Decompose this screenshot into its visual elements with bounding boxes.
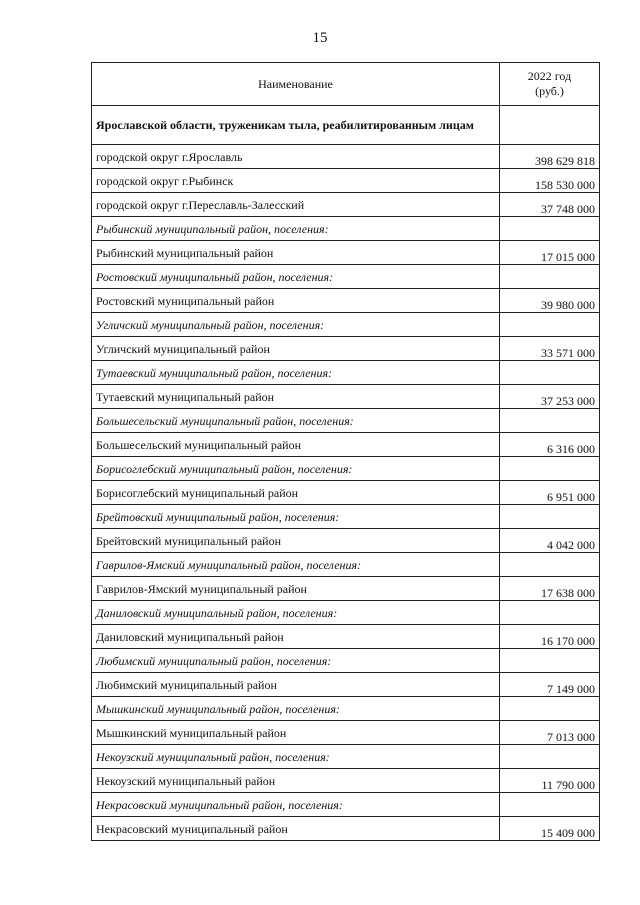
table-body [92, 106, 600, 841]
row-name: Даниловский муниципальный район, поселения: [92, 601, 500, 625]
row-name: Большесельский муниципальный район, поселения: [92, 409, 500, 433]
row-value [500, 313, 600, 337]
subheader-row [92, 649, 600, 673]
row-name: Ростовский муниципальный район [92, 289, 500, 313]
row-name: Мышкинский муниципальный район, поселения: [92, 697, 500, 721]
row-name: Рыбинский муниципальный район, поселения: [92, 217, 500, 241]
row-name: Любимский муниципальный район [92, 673, 500, 697]
row-value: 7 149 000 [500, 673, 600, 697]
subheader-row [92, 265, 600, 289]
row-value: 11 790 000 [500, 769, 600, 793]
row-value [500, 409, 600, 433]
subheader-row [92, 745, 600, 769]
subheader-row [92, 601, 600, 625]
group-title: Ярославской области, труженикам тыла, реабилитированным лицам [92, 106, 500, 145]
table-row [92, 337, 600, 361]
row-name: Большесельский муниципальный район [92, 433, 500, 457]
row-name: Гаврилов-Ямский муниципальный район, поселения: [92, 553, 500, 577]
table-row [92, 577, 600, 601]
row-name: Борисоглебский муниципальный район [92, 481, 500, 505]
row-value: 37 748 000 [500, 193, 600, 217]
column-header-value [500, 63, 600, 106]
table-row [92, 769, 600, 793]
row-name: городской округ г.Рыбинск [92, 169, 500, 193]
group-title-value [500, 106, 600, 145]
row-value [500, 265, 600, 289]
row-value [500, 505, 600, 529]
row-value: 6 316 000 [500, 433, 600, 457]
group-title-row [92, 106, 600, 145]
row-name: Некрасовский муниципальный район, поселения: [92, 793, 500, 817]
row-name: Гаврилов-Ямский муниципальный район [92, 577, 500, 601]
row-name: Угличский муниципальный район, поселения: [92, 313, 500, 337]
subheader-row [92, 505, 600, 529]
row-value [500, 217, 600, 241]
column-header-name: Наименование [92, 63, 500, 106]
row-name: Некоузский муниципальный район [92, 769, 500, 793]
row-name: Даниловский муниципальный район [92, 625, 500, 649]
table-row [92, 817, 600, 841]
row-value: 39 980 000 [500, 289, 600, 313]
budget-table [91, 62, 600, 841]
table-row [92, 625, 600, 649]
row-name: Мышкинский муниципальный район [92, 721, 500, 745]
table-row [92, 289, 600, 313]
row-value: 17 638 000 [500, 577, 600, 601]
table-row [92, 433, 600, 457]
row-name: Борисоглебский муниципальный район, поселения: [92, 457, 500, 481]
table-row [92, 529, 600, 553]
row-value: 158 530 000 [500, 169, 600, 193]
subheader-row [92, 409, 600, 433]
row-value: 17 015 000 [500, 241, 600, 265]
row-name: городской округ г.Ярославль [92, 145, 500, 169]
row-name: Брейтовский муниципальный район, поселения: [92, 505, 500, 529]
row-value [500, 793, 600, 817]
row-name: Тутаевский муниципальный район [92, 385, 500, 409]
row-value: 33 571 000 [500, 337, 600, 361]
row-value [500, 553, 600, 577]
table-row [92, 673, 600, 697]
row-name: Угличский муниципальный район [92, 337, 500, 361]
table-row [92, 193, 600, 217]
row-value: 398 629 818 [500, 145, 600, 169]
table-row [92, 241, 600, 265]
subheader-row [92, 697, 600, 721]
table-row [92, 385, 600, 409]
row-name: Рыбинский муниципальный район [92, 241, 500, 265]
row-name: Некрасовский муниципальный район [92, 817, 500, 841]
table-row [92, 481, 600, 505]
row-value: 7 013 000 [500, 721, 600, 745]
row-value [500, 649, 600, 673]
row-name: Некоузский муниципальный район, поселения: [92, 745, 500, 769]
subheader-row [92, 553, 600, 577]
row-name: городской округ г.Переславль-Залесский [92, 193, 500, 217]
row-value [500, 745, 600, 769]
subheader-row [92, 313, 600, 337]
row-name: Тутаевский муниципальный район, поселения: [92, 361, 500, 385]
subheader-row [92, 457, 600, 481]
table-header-row [92, 63, 600, 106]
row-name: Брейтовский муниципальный район [92, 529, 500, 553]
page-number: 15 [312, 30, 328, 46]
row-value: 4 042 000 [500, 529, 600, 553]
table-row [92, 169, 600, 193]
row-value [500, 601, 600, 625]
table-row [92, 145, 600, 169]
row-name: Любимский муниципальный район, поселения: [92, 649, 500, 673]
subheader-row [92, 793, 600, 817]
row-value [500, 361, 600, 385]
row-value: 16 170 000 [500, 625, 600, 649]
table-row [92, 721, 600, 745]
row-value [500, 697, 600, 721]
row-value: 15 409 000 [500, 817, 600, 841]
subheader-row [92, 217, 600, 241]
column-header-unit: (руб.) [535, 84, 564, 98]
row-value: 6 951 000 [500, 481, 600, 505]
row-value: 37 253 000 [500, 385, 600, 409]
row-name: Ростовский муниципальный район, поселения: [92, 265, 500, 289]
column-header-year: 2022 год [527, 69, 572, 83]
row-value [500, 457, 600, 481]
subheader-row [92, 361, 600, 385]
